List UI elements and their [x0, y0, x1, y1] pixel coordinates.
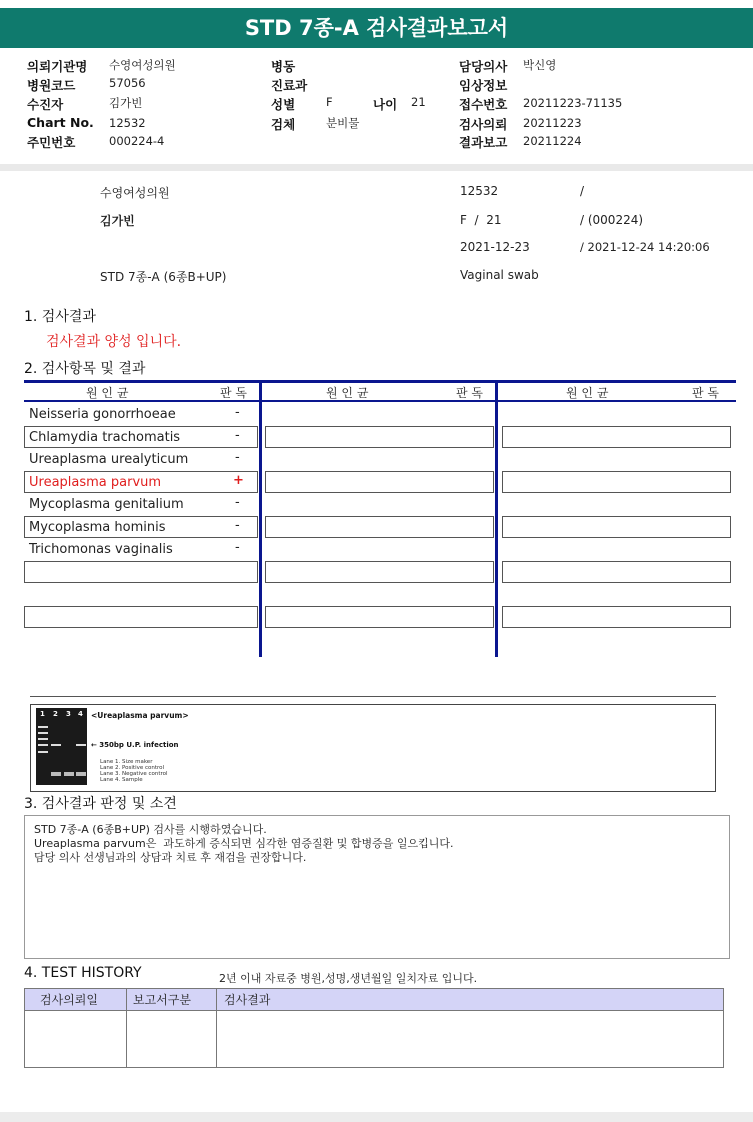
col-header-pathogen-2: 원 인 균	[326, 386, 369, 400]
gel-top-rule	[30, 696, 716, 697]
value-doctor: 박신영	[523, 58, 557, 72]
history-col-result: 검사결과	[224, 993, 271, 1007]
gel-band	[38, 738, 48, 740]
lane-number: 2	[53, 710, 58, 718]
history-col-divider	[126, 988, 127, 1068]
row-box	[24, 561, 258, 583]
gel-band	[38, 726, 48, 728]
row-box	[502, 426, 731, 448]
gel-legend	[100, 759, 168, 783]
col-header-pathogen-1: 원 인 균	[86, 386, 129, 400]
pathogen-result: -	[235, 518, 240, 533]
label-chart-no: Chart No.	[27, 115, 94, 130]
pathogen-name: Mycoplasma genitalium	[29, 497, 184, 512]
lane-number: 3	[66, 710, 71, 718]
history-note: 2년 이내 자료중 병원,성명,생년월일 일치자료 입니다.	[219, 972, 478, 985]
section2-title: 2. 검사항목 및 결과	[24, 361, 146, 377]
label-age: 나이	[373, 97, 398, 112]
label-institution: 의뢰기관명	[27, 59, 88, 74]
label-resident-no: 주민번호	[27, 135, 76, 150]
section1-result: 검사결과 양성 입니다.	[46, 334, 182, 350]
history-body	[24, 1009, 724, 1068]
pathogen-result: +	[233, 473, 244, 488]
summary-date-request: 2021-12-23	[460, 240, 530, 254]
section1-title: 1. 검사결과	[24, 309, 96, 325]
opinion-line: 담당 의사 선생님과의 상담과 치료 후 재검을 권장합니다.	[34, 851, 307, 864]
row-box	[265, 471, 494, 493]
row-box	[502, 606, 731, 628]
column-divider-1	[259, 380, 262, 657]
gel-band	[51, 744, 61, 746]
label-receipt-no: 접수번호	[459, 97, 508, 112]
row-box	[24, 606, 258, 628]
value-request-date: 20211223	[523, 116, 582, 130]
gel-band	[76, 772, 86, 776]
opinion-line: STD 7종-A (6종B+UP) 검사를 시행하였습니다.	[34, 823, 267, 836]
table-header-rule	[24, 400, 736, 402]
pathogen-result: -	[235, 540, 240, 555]
summary-specimen: Vaginal swab	[460, 268, 539, 282]
row-box	[265, 606, 494, 628]
summary-test-name: STD 7종-A (6종B+UP)	[100, 270, 227, 284]
gel-title: <Ureaplasma parvum>	[91, 711, 189, 720]
gel-band	[38, 744, 48, 746]
pathogen-name: Mycoplasma hominis	[29, 520, 166, 535]
pathogen-result: -	[235, 495, 240, 510]
value-chart-no: 12532	[109, 116, 146, 130]
value-resident-no: 000224-4	[109, 134, 165, 148]
gel-band	[76, 744, 86, 746]
pathogen-result: -	[235, 428, 240, 443]
value-hospital-code: 57056	[109, 76, 146, 90]
label-hospital-code: 병원코드	[27, 78, 76, 93]
pathogen-name: Trichomonas vaginalis	[29, 542, 173, 557]
value-receipt-no: 20211223-71135	[523, 96, 623, 110]
col-header-pathogen-3: 원 인 균	[566, 386, 609, 400]
gel-band	[38, 751, 48, 753]
label-ward: 병동	[271, 59, 296, 74]
col-header-result-1: 판 독	[220, 386, 247, 400]
pathogen-result: -	[235, 450, 240, 465]
lane-number: 1	[40, 710, 45, 718]
value-report-date: 20211224	[523, 134, 582, 148]
value-institution: 수영여성의원	[109, 58, 176, 72]
label-specimen: 검체	[271, 117, 296, 132]
pathogen-name: Ureaplasma urealyticum	[29, 452, 189, 467]
gel-band	[64, 772, 74, 776]
label-patient: 수진자	[27, 97, 64, 112]
gel-legend-item: Lane 1. Size maker	[100, 759, 153, 765]
label-department: 진료과	[271, 78, 308, 93]
summary-slash: /	[580, 184, 585, 198]
summary-date-report: / 2021-12-24 14:20:06	[580, 240, 710, 254]
pathogen-name: Chlamydia trachomatis	[29, 430, 181, 445]
summary-institution: 수영여성의원	[100, 186, 170, 200]
table-top-rule	[24, 380, 736, 383]
summary-sex-age: F / 21	[460, 213, 502, 227]
history-col-request-date: 검사의뢰일	[40, 993, 98, 1007]
lane-number: 4	[78, 710, 83, 718]
history-col-report-type: 보고서구분	[133, 993, 191, 1007]
opinion-line: Ureaplasma parvum은 과도하게 증식되면 심각한 염증질환 및 합병증을 일으킵니다.	[34, 837, 454, 850]
gel-legend-item: Lane 2. Positive control	[100, 765, 165, 771]
label-doctor: 담당의사	[459, 59, 508, 74]
section4-title: 4. TEST HISTORY	[24, 965, 142, 981]
pathogen-result: -	[235, 405, 240, 420]
row-box	[265, 561, 494, 583]
footer-bar	[0, 1112, 753, 1122]
gel-band	[51, 772, 61, 776]
row-box	[502, 561, 731, 583]
value-specimen: 분비물	[326, 116, 360, 130]
row-box	[265, 516, 494, 538]
history-col-divider	[216, 988, 217, 1068]
history-header	[24, 988, 724, 1011]
row-box	[265, 426, 494, 448]
label-clinical-info: 임상정보	[459, 78, 508, 93]
pathogen-name: Neisseria gonorrhoeae	[29, 407, 176, 422]
summary-resident: / (000224)	[580, 213, 644, 227]
column-divider-2	[495, 380, 498, 657]
label-sex: 성별	[271, 97, 296, 112]
gel-legend-item: Lane 4. Sample	[100, 777, 143, 783]
value-patient: 김가빈	[109, 96, 143, 110]
label-request-date: 검사의뢰	[459, 117, 508, 132]
section3-title: 3. 검사결과 판정 및 소견	[24, 796, 177, 812]
gel-legend-item: Lane 3. Negative control	[100, 771, 168, 777]
summary-chart: 12532	[460, 184, 499, 198]
col-header-result-2: 판 독	[456, 386, 483, 400]
pathogen-name: Ureaplasma parvum	[29, 475, 162, 490]
gel-band	[38, 732, 48, 734]
row-box	[502, 516, 731, 538]
gel-band-label: ← 350bp U.P. infection	[91, 741, 179, 749]
row-box	[502, 471, 731, 493]
summary-patient: 김가빈	[100, 214, 135, 228]
col-header-result-3: 판 독	[692, 386, 719, 400]
label-report-date: 결과보고	[459, 135, 508, 150]
header-divider	[0, 164, 753, 171]
value-sex: F	[326, 95, 333, 109]
value-age: 21	[411, 95, 426, 109]
report-title: STD 7종-A 검사결과보고서	[244, 16, 509, 40]
